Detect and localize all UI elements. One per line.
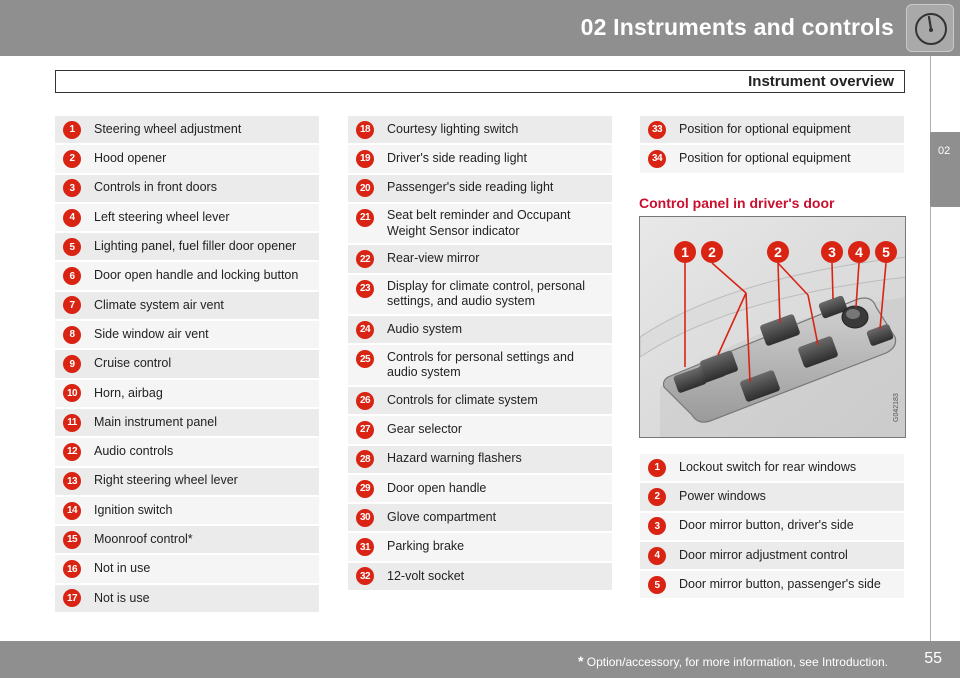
item-description: Parking brake	[387, 539, 465, 554]
item-number-badge: 20	[356, 179, 374, 197]
item-number-badge: 5	[648, 576, 666, 594]
item-description: Left steering wheel lever	[94, 209, 230, 224]
list-item	[55, 438, 319, 467]
item-number-badge: 30	[356, 509, 374, 527]
item-description: Door open handle and locking button	[94, 268, 299, 283]
list-item	[348, 345, 612, 387]
item-description: Glove compartment	[387, 510, 497, 525]
item-number-badge: 19	[356, 150, 374, 168]
list-item	[348, 446, 612, 475]
door-panel-heading: Control panel in driver's door	[639, 195, 835, 211]
list-item	[348, 316, 612, 345]
list-item	[640, 145, 904, 174]
item-description: Door open handle	[387, 480, 487, 495]
item-number-badge: 4	[648, 547, 666, 565]
item-number-badge: 13	[63, 472, 81, 490]
item-number-badge: 6	[63, 267, 81, 285]
list-item	[55, 409, 319, 438]
item-number-badge: 5	[63, 238, 81, 256]
item-description: 12-volt socket	[387, 568, 465, 583]
list-item	[348, 387, 612, 416]
footnote	[578, 653, 888, 669]
page-footer	[0, 641, 960, 678]
item-number-badge: 17	[63, 589, 81, 607]
item-description: Not in use	[94, 561, 151, 576]
item-description: Side window air vent	[94, 326, 209, 341]
item-description: Controls for climate system	[387, 392, 538, 407]
item-number-badge: 10	[63, 384, 81, 402]
list-item	[55, 497, 319, 526]
list-item	[55, 145, 319, 174]
list-item	[348, 204, 612, 246]
item-description: Lockout switch for rear windows	[679, 459, 857, 474]
item-description: Gear selector	[387, 422, 463, 437]
list-item	[55, 321, 319, 350]
chapter-title: 02 Instruments and controls	[580, 14, 894, 40]
item-number-badge: 2	[63, 150, 81, 168]
list-item	[640, 571, 904, 600]
chapter-tab-label: 02	[938, 145, 951, 157]
gauge-icon	[906, 4, 954, 52]
instrument-list-column-3	[640, 116, 904, 175]
door-panel-illustration	[639, 216, 906, 438]
item-number-badge: 9	[63, 355, 81, 373]
list-item	[348, 416, 612, 445]
item-number-badge: 8	[63, 326, 81, 344]
item-number-badge: 23	[356, 280, 374, 298]
page-number: 55	[924, 650, 942, 667]
item-description: Horn, airbag	[94, 385, 163, 400]
item-description: Ignition switch	[94, 502, 173, 517]
chapter-tab[interactable]	[930, 132, 960, 207]
item-description: Controls in front doors	[94, 180, 217, 195]
item-description: Display for climate control, personal settings, and audio system	[387, 278, 585, 309]
item-number-badge: 28	[356, 450, 374, 468]
list-item	[55, 468, 319, 497]
item-description: Cruise control	[94, 356, 172, 371]
list-item	[55, 262, 319, 291]
footnote-text: Option/accessory, for more information, see Introduction.	[586, 655, 888, 669]
item-number-badge: 16	[63, 560, 81, 578]
item-description: Hood opener	[94, 151, 167, 166]
item-number-badge: 24	[356, 321, 374, 339]
item-number-badge: 33	[648, 121, 666, 139]
door-panel-list	[640, 454, 904, 600]
item-description: Position for optional equipment	[679, 151, 851, 166]
item-description: Audio controls	[94, 444, 174, 459]
list-item	[640, 116, 904, 145]
item-number-badge: 1	[63, 121, 81, 139]
item-description: Right steering wheel lever	[94, 473, 238, 488]
item-number-badge: 26	[356, 392, 374, 410]
item-description: Door mirror button, passenger's side	[679, 577, 881, 592]
item-number-badge: 1	[648, 459, 666, 477]
item-description: Main instrument panel	[94, 414, 217, 429]
list-item	[640, 513, 904, 542]
item-description: Climate system air vent	[94, 297, 224, 312]
item-description: Door mirror adjustment control	[679, 547, 848, 562]
list-item	[348, 563, 612, 592]
item-number-badge: 14	[63, 502, 81, 520]
list-item	[348, 245, 612, 274]
item-description: Door mirror button, driver's side	[679, 518, 854, 533]
list-item	[55, 292, 319, 321]
item-description: Power windows	[679, 489, 766, 504]
callout-4-label: 4	[855, 244, 863, 260]
list-item	[55, 585, 319, 614]
item-number-badge: 22	[356, 250, 374, 268]
item-number-badge: 21	[356, 209, 374, 227]
item-description: Lighting panel, fuel filler door opener	[94, 239, 297, 254]
item-number-badge: 11	[63, 414, 81, 432]
item-description: Moonroof control*	[94, 532, 193, 547]
list-item	[55, 175, 319, 204]
item-number-badge: 2	[648, 488, 666, 506]
item-number-badge: 12	[63, 443, 81, 461]
item-description: Rear-view mirror	[387, 251, 480, 266]
callout-2b-label: 2	[774, 244, 782, 260]
list-item	[55, 350, 319, 379]
list-item	[348, 275, 612, 317]
list-item	[55, 555, 319, 584]
item-number-badge: 18	[356, 121, 374, 139]
item-number-badge: 27	[356, 421, 374, 439]
list-item	[55, 233, 319, 262]
list-item	[55, 116, 319, 145]
item-number-badge: 29	[356, 480, 374, 498]
section-header	[55, 70, 905, 93]
section-title: Instrument overview	[748, 73, 894, 90]
chapter-header	[0, 0, 960, 56]
instrument-list-column-1	[55, 116, 319, 614]
callout-2a-label: 2	[708, 244, 716, 260]
item-number-badge: 3	[63, 179, 81, 197]
item-description: Driver's side reading light	[387, 151, 527, 166]
item-number-badge: 15	[63, 531, 81, 549]
list-item	[348, 533, 612, 562]
list-item	[348, 116, 612, 145]
list-item	[640, 542, 904, 571]
image-code: G042183	[893, 393, 900, 422]
list-item	[348, 504, 612, 533]
item-description: Not is use	[94, 590, 150, 605]
list-item	[55, 380, 319, 409]
callout-1-label: 1	[681, 244, 689, 260]
footnote-star: *	[577, 653, 584, 669]
item-description: Seat belt reminder and Occupant Weight Sensor indicator	[387, 208, 571, 238]
list-item	[640, 454, 904, 483]
callout-3-label: 3	[828, 244, 836, 260]
item-number-badge: 7	[63, 296, 81, 314]
list-item	[55, 526, 319, 555]
list-item	[640, 483, 904, 512]
list-item	[348, 145, 612, 174]
item-description: Position for optional equipment	[679, 121, 851, 136]
item-description: Controls for personal settings and audio system	[387, 349, 574, 380]
item-number-badge: 34	[648, 150, 666, 168]
instrument-list-column-2	[348, 116, 612, 592]
item-description: Courtesy lighting switch	[387, 121, 519, 136]
list-item	[348, 175, 612, 204]
callout-5-label: 5	[882, 244, 890, 260]
item-description: Hazard warning flashers	[387, 451, 522, 466]
list-item	[55, 204, 319, 233]
item-number-badge: 32	[356, 567, 374, 585]
item-number-badge: 31	[356, 538, 374, 556]
item-number-badge: 25	[356, 350, 374, 368]
item-number-badge: 4	[63, 209, 81, 227]
item-number-badge: 3	[648, 517, 666, 535]
list-item	[348, 475, 612, 504]
item-description: Audio system	[387, 322, 463, 337]
item-description: Passenger's side reading light	[387, 180, 554, 195]
item-description: Steering wheel adjustment	[94, 121, 242, 136]
